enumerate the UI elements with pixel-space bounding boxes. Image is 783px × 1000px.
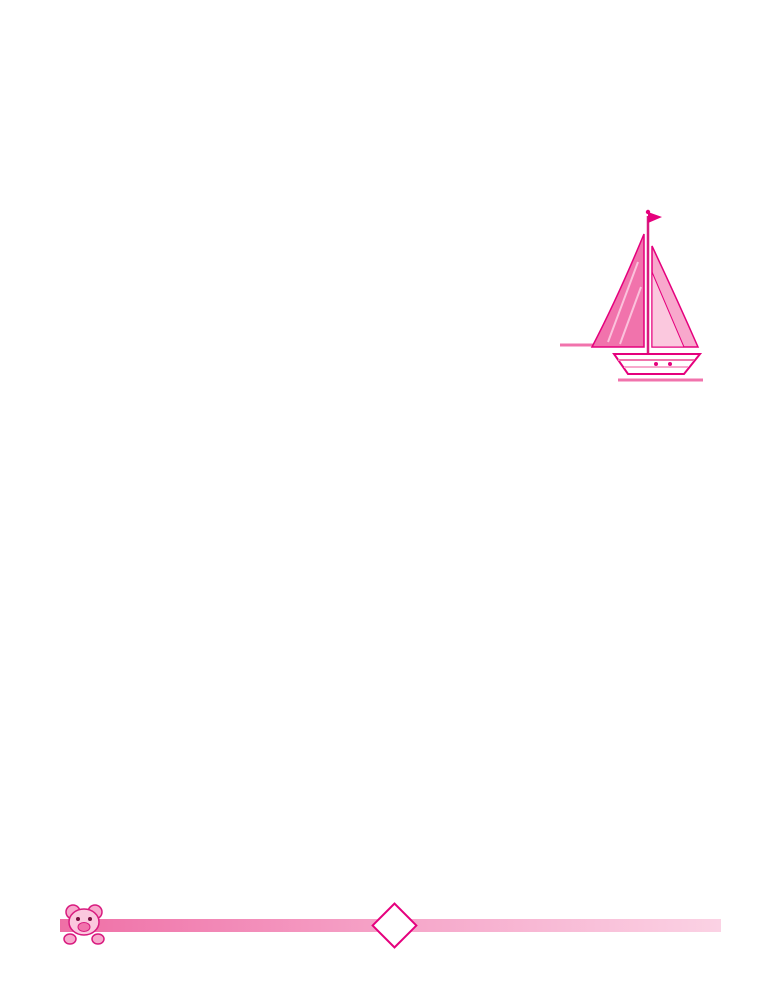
sailboat-illustration bbox=[558, 202, 708, 392]
page-footer bbox=[0, 910, 783, 980]
mascot-icon bbox=[58, 896, 110, 948]
page-number-badge bbox=[371, 902, 418, 949]
